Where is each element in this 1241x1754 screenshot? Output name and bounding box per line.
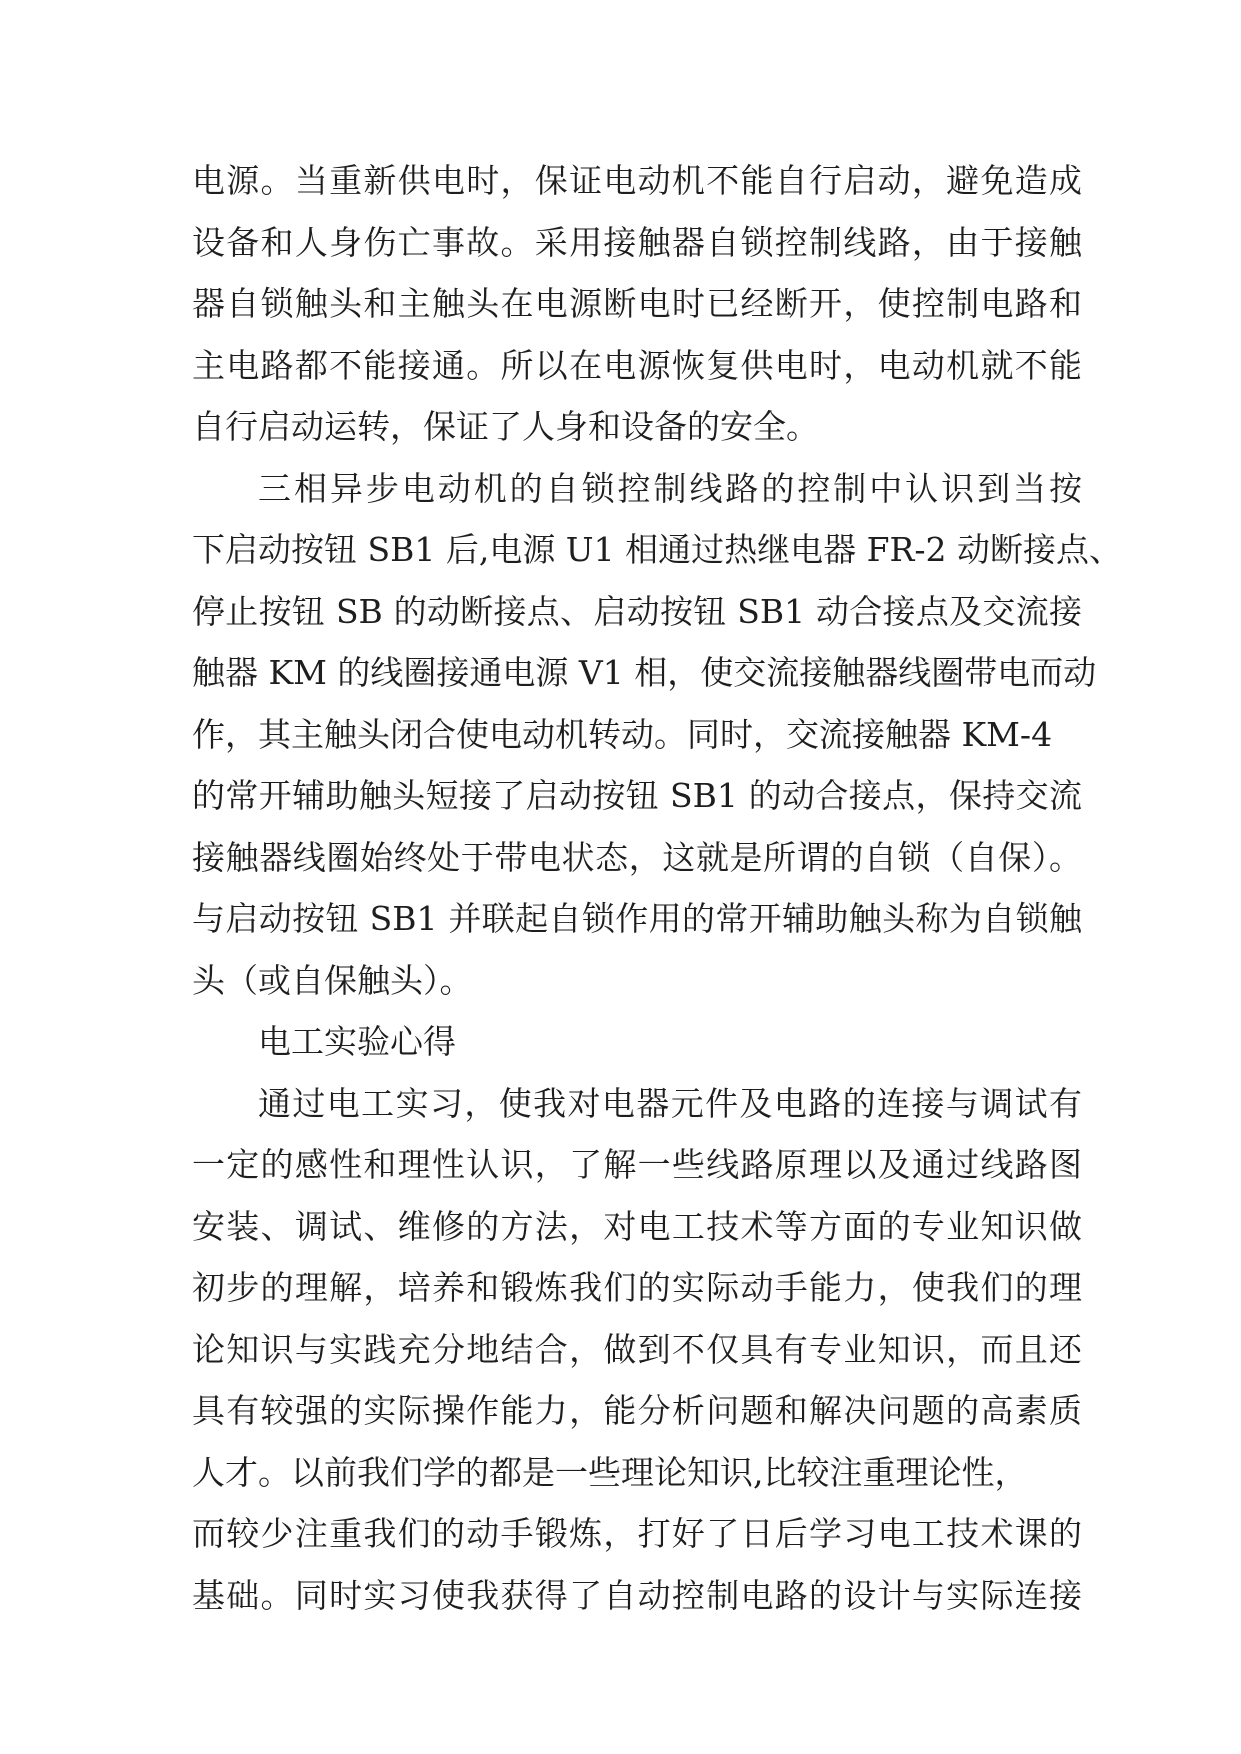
body-text	[192, 150, 1122, 1626]
paragraph-first-line: 三相异步电动机的自锁控制线路的控制中认识到当按	[258, 468, 1082, 508]
text-line: 具有较强的实际操作能力，能分析问题和解决问题的高素质	[192, 1391, 1082, 1430]
text-line: 触器 KM 的线圈接通电源 V1 相，使交流接触器线圈带电而动	[192, 653, 1097, 692]
text-line: 接触器线圈始终处于带电状态，这就是所谓的自锁（自保）。	[192, 837, 1082, 877]
text-line: 设备和人身伤亡事故。采用接触器自锁控制线路，由于接触	[192, 222, 1082, 262]
text-line: 而较少注重我们的动手锻炼，打好了日后学习电工技术课的	[192, 1514, 1082, 1553]
text-line: 初步的理解，培养和锻炼我们的实际动手能力，使我们的理	[192, 1268, 1082, 1307]
paragraph-first-line: 通过电工实习，使我对电器元件及电路的连接与调试有	[258, 1083, 1082, 1123]
text-line: 自行启动运转，保证了人身和设备的安全。	[192, 407, 819, 446]
text-line: 人才。以前我们学的都是一些理论知识,比较注重理论性，	[192, 1452, 1028, 1492]
text-line: 与启动按钮 SB1 并联起自锁作用的常开辅助触头称为自锁触	[192, 899, 1082, 938]
text-line: 主电路都不能接通。所以在电源恢复供电时，电动机就不能	[192, 345, 1082, 385]
text-line: 一定的感性和理性认识，了解一些线路原理以及通过线路图	[192, 1145, 1082, 1184]
text-line: 的常开辅助触头短接了启动按钮 SB1 的动合接点，保持交流	[192, 776, 1082, 815]
section-heading: 电工实验心得	[258, 1022, 456, 1061]
text-line: 头（或自保触头）。	[192, 960, 473, 1000]
text-line: 电源。当重新供电时，保证电动机不能自行启动，避免造成	[192, 161, 1082, 200]
text-line: 器自锁触头和主触头在电源断电时已经断开，使控制电路和	[192, 284, 1082, 323]
text-line: 论知识与实践充分地结合，做到不仅具有专业知识，而且还	[192, 1329, 1082, 1369]
text-line: 安装、调试、维修的方法，对电工技术等方面的专业知识做	[192, 1206, 1082, 1246]
text-line: 基础。同时实习使我获得了自动控制电路的设计与实际连接	[192, 1575, 1082, 1615]
text-line: 作，其主触头闭合使电动机转动。同时，交流接触器 KM-4	[192, 714, 1053, 754]
text-line: 停止按钮 SB 的动断接点、启动按钮 SB1 动合接点及交流接	[192, 591, 1082, 631]
text-line: 下启动按钮 SB1 后,电源 U1 相通过热继电器 FR-2 动断接点、	[192, 530, 1122, 569]
